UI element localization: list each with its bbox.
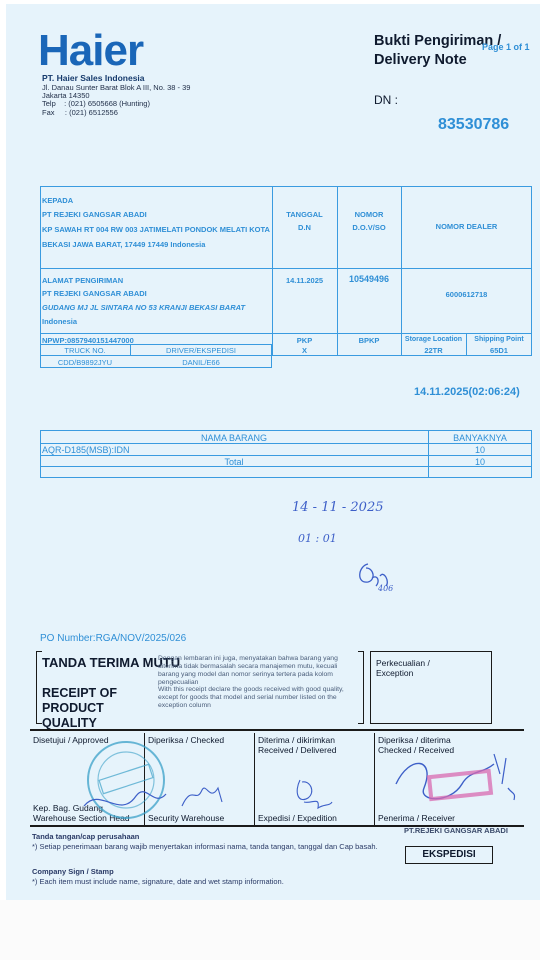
handwritten-initial-number: 406 [378,584,394,593]
total-qty: 10 [474,457,485,467]
ekspedisi-box: EKSPEDISI [405,846,493,864]
sig-delivered-bottom: Expedisi / Expedition [258,813,337,823]
kepada-name: PT REJEKI GANGSAR ABADI [42,210,147,219]
footer-note-en: *) Each item must include name, signature, date and wet stamp information. [32,877,284,886]
item-qty: 10 [474,445,485,455]
title-line-1: Bukti Pengiriman / [374,33,502,49]
receipt-quality-title: RECEIPT OF PRODUCT QUALITY [42,686,118,730]
scan-background [0,900,540,960]
bpkp-label: BPKP [358,336,380,345]
company-name: PT. Haier Sales Indonesia [42,73,145,83]
sig-checked-top: Diperiksa / Checked [148,735,225,745]
truck-row-box [40,344,272,368]
dn-label: DN : [374,93,398,107]
checked-signature-icon [178,780,228,810]
receipt-quality-note: With this receipt declare the goods received with good quality, except for goods that model and serial number listed on the exception column [158,686,344,709]
sig-received-top: Diperiksa / diterima Checked / Received [378,735,455,755]
truck-label: TRUCK NO. [64,346,106,355]
footer-title-en: Company Sign / Stamp [32,867,114,876]
page-indicator: Page 1 of 1 [482,42,530,52]
company-address: Jl. Danau Sunter Barat Blok A III, No. 38 - 39 Jakarta 14350 Telp : (021) 6505668 (Hunting) Fax : (021) 6512556 [42,83,191,117]
storage-label: Storage Location [404,336,463,343]
alamat-label: ALAMAT PENGIRIMAN [42,276,124,285]
dn-number: 83530786 [438,116,510,133]
warehouse-stamp-icon [70,736,180,826]
sig-approved-top: Disetujui / Approved [33,735,109,745]
footer-title-id: Tanda tangan/cap perusahaan [32,832,140,841]
pkp-value: X [301,346,307,355]
receiver-company-stamp: PT.REJEKI GANGSAR ABADI [404,826,508,835]
title-line-2: Delivery Note [374,52,467,68]
sig-approved-bottom: Kep. Bag. Gudang Warehouse Section Head [33,803,130,823]
nomor-sub: D.O.V/SO [352,223,386,232]
truck-value: CDD/B9892JYU [57,358,113,367]
items-hline-1 [40,443,532,444]
driver-label: DRIVER/EKSPEDISI [165,346,237,355]
table-hline-1 [40,268,532,269]
alamat-name: PT REJEKI GANGSAR ABADI [42,289,147,298]
po-number: PO Number:RGA/NOV/2025/026 [40,633,187,644]
sig-received-bottom: Penerima / Receiver [378,813,456,823]
kepada-address-2: BEKASI JAWA BARAT, 17449 17449 Indonesia [42,240,206,249]
footer-note-id: *) Setiap penerimaan barang wajib menyertakan informasi nama, tanda tangan, tanggal dan Cap basah. [32,842,378,851]
alamat-country: Indonesia [42,317,78,326]
dealer-header: NOMOR DEALER [435,222,498,231]
dealer-value: 6000612718 [445,290,488,299]
handwritten-date: 14 - 11 - 2025 [292,500,384,515]
col-nama-barang: NAMA BARANG [200,433,267,443]
driver-value: DANIL/E66 [182,358,220,367]
tanda-terima-title: TANDA TERIMA MUTU [42,655,181,670]
sig-checked-bottom: Security Warehouse [148,813,225,823]
kepada-label: KEPADA [42,196,74,205]
tanggal-value: 14.11.2025 [285,276,324,285]
shipping-value: 65D1 [490,346,508,355]
receiver-stamp-icon [390,744,520,824]
sig-delivered-top: Diterima / dikirimkan Received / Delivered [258,735,337,755]
alamat-address: GUDANG MJ JL SINTARA NO 53 KRANJI BEKASI BARAT [42,303,246,312]
nomor-value: 10549496 [348,274,390,284]
pkp-label: PKP [296,336,313,345]
item-name: AQR-D185(MSB):IDN [42,445,130,455]
signature-top-rule [30,729,524,731]
print-timestamp: 14.11.2025(02:06:24) [414,386,520,398]
npwp: NPWP:0857940151447000 [42,336,134,345]
tanggal-label: TANGGAL [286,210,323,219]
tanggal-header [272,210,337,232]
haier-logo: Haier [38,26,144,75]
kepada-address-1: KP SAWAH RT 004 RW 003 JATIMELATI PONDOK MELATI KOTA [42,225,270,234]
items-hline-2 [40,455,532,456]
delivered-signature-icon [290,774,340,814]
table-hline-2 [40,333,532,334]
receipt-bracket-right [358,651,364,724]
table-vline-3 [401,186,402,356]
tanggal-sub: D.N [298,223,311,232]
nomor-label: NOMOR [354,210,384,219]
storage-value: 22TR [424,346,443,355]
handwritten-time: 01 : 01 [298,532,337,545]
tanda-terima-note: Dengan lembaran ini juga, menyatakan bahwa barang yang diterima tidak bermasalah secara manajemen mutu, kecuali barang yang model dan nomor serinya tertera pada kolom pengecualian [158,655,338,686]
col-banyaknya: BANYAKNYA [453,433,507,443]
shipping-label: Shipping Point [474,336,524,343]
nomor-header [337,210,401,232]
total-label: Total [224,457,244,467]
exception-label: Perkecualian / Exception [376,658,430,678]
